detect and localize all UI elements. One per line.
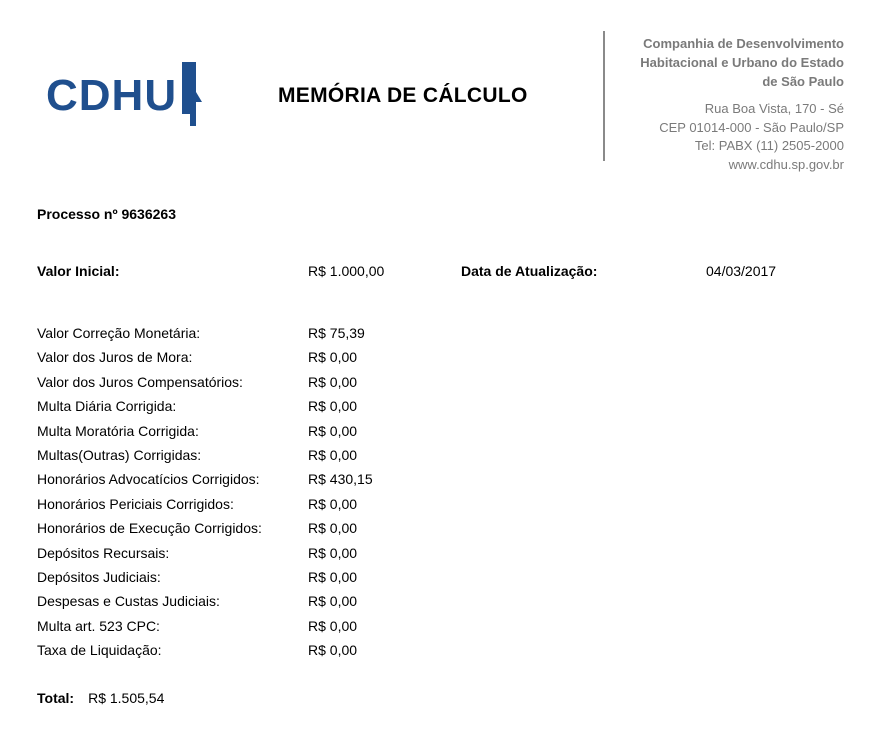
item-label: Multa Diária Corrigida: — [37, 398, 177, 415]
item-label: Depósitos Judiciais: — [37, 568, 161, 585]
item-value: R$ 0,00 — [308, 446, 358, 463]
item-label: Valor dos Juros Compensatórios: — [37, 373, 243, 390]
item-value: R$ 0,00 — [308, 642, 358, 659]
address-line: Rua Boa Vista, 170 - Sé — [704, 101, 844, 116]
item-label: Multa art. 523 CPC: — [37, 617, 160, 634]
process-number: Processo nº 9636263 — [37, 206, 176, 222]
item-label: Taxa de Liquidação: — [37, 642, 162, 659]
logo-mark-icon — [182, 62, 202, 126]
item-label: Honorários Periciais Corrigidos: — [37, 495, 234, 512]
item-label: Valor Correção Monetária: — [37, 325, 201, 341]
item-value: R$ 0,00 — [308, 495, 358, 512]
company-address — [640, 100, 844, 174]
initial-value: R$ 1.000,00 — [308, 263, 385, 279]
item-value: R$ 430,15 — [308, 471, 373, 488]
item-label: Despesas e Custas Judiciais: — [37, 593, 220, 610]
item-label: Multas(Outras) Corrigidas: — [37, 446, 202, 463]
item-value: R$ 0,00 — [308, 544, 358, 561]
company-name-line: Habitacional e Urbano do Estado — [640, 55, 844, 70]
item-value: R$ 0,00 — [308, 349, 358, 366]
total-label: Total: — [37, 690, 75, 706]
item-value: R$ 0,00 — [308, 593, 358, 610]
company-info — [640, 34, 844, 174]
item-label: Honorários Advocatícios Corrigidos: — [37, 471, 260, 488]
update-date-value: 04/03/2017 — [706, 263, 777, 279]
total-row — [37, 690, 164, 706]
total-value: R$ 1.505,54 — [88, 690, 165, 706]
initial-value-label: Valor Inicial: — [37, 263, 120, 279]
address-line: CEP 01014-000 - São Paulo/SP — [659, 119, 844, 135]
document-title: MEMÓRIA DE CÁLCULO — [278, 84, 528, 107]
item-label: Valor dos Juros de Mora: — [37, 349, 193, 366]
item-label: Multa Moratória Corrigida: — [37, 422, 199, 439]
header-divider — [603, 31, 605, 161]
website-line[interactable]: www.cdhu.sp.gov.br — [728, 156, 844, 172]
company-name-line: de São Paulo — [762, 74, 844, 89]
company-name — [640, 34, 844, 91]
item-value: R$ 75,39 — [308, 325, 365, 341]
item-value: R$ 0,00 — [308, 520, 358, 537]
company-name-line: Companhia de Desenvolvimento — [643, 36, 844, 51]
item-value: R$ 0,00 — [308, 422, 358, 439]
item-value: R$ 0,00 — [308, 617, 358, 634]
item-value: R$ 0,00 — [308, 398, 358, 415]
update-date-label: Data de Atualização: — [461, 263, 598, 279]
item-value: R$ 0,00 — [308, 373, 358, 390]
phone-line: Tel: PABX (11) 2505-2000 — [694, 138, 844, 153]
item-label: Depósitos Recursais: — [37, 544, 170, 561]
item-label: Honorários de Execução Corrigidos: — [37, 520, 262, 537]
logo-text: CDHU — [46, 71, 178, 120]
item-value: R$ 0,00 — [308, 568, 358, 585]
